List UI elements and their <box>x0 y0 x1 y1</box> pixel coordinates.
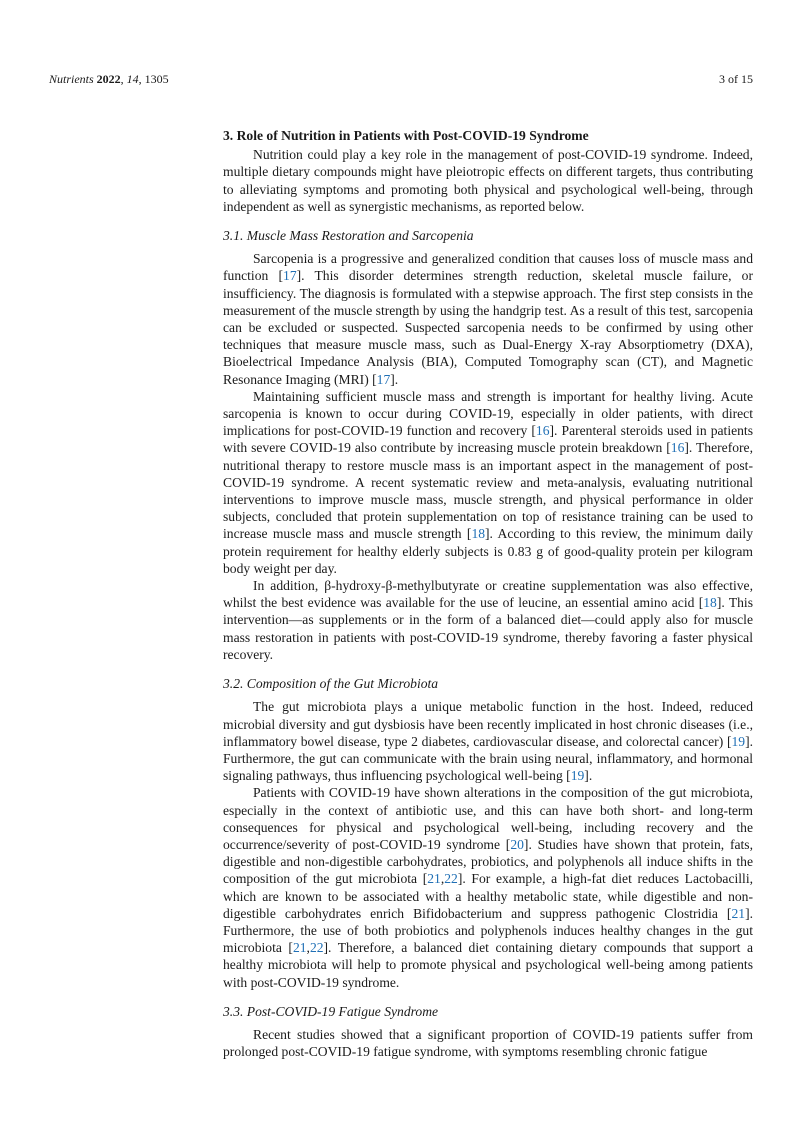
paragraph: Nutrition could play a key role in the management of post-COVID-19 syndrome. Indeed, multiple dietary compounds might have pleiotropic effects on different targets, thus contributing to alleviating symptoms and promoting both physical and psychological well-being, through independent as well as synergistic mechanisms, as reported below. <box>223 147 753 214</box>
subsection-heading: 3.2. Composition of the Gut Microbiota <box>223 676 439 692</box>
page-number: 3 of 15 <box>719 72 753 86</box>
paragraph: Sarcopenia is a progressive and generalized condition that causes loss of muscle mass and function [17]. This disorder determines strength reduction, skeletal muscle failure, or insufficiency. The diagnosis is formulated with a stepwise approach. The first step consists in the measurement of the muscle strength by using the handgrip test. As a result of this test, sarcopenia can be excluded or suspected. Suspected sarcopenia needs to be confirmed by using other techniques that measure muscle mass, such as Dual-Energy X-ray Absorptiometry (DXA), Bioelectrical Impedance Analysis (BIA), Computed Tomography scan (CT), and Magnetic Resonance Imaging (MRI) [17]. <box>223 251 753 387</box>
article-body <box>223 127 753 1060</box>
section-heading: 3. Role of Nutrition in Patients with Post-COVID-19 Syndrome <box>223 128 589 143</box>
subsection-heading: 3.1. Muscle Mass Restoration and Sarcopenia <box>223 228 474 244</box>
citation-link[interactable]: 22 <box>309 940 324 956</box>
journal-volume: 14 <box>126 72 139 86</box>
citation-link[interactable]: 19 <box>570 768 585 784</box>
article-number: 1305 <box>144 72 169 86</box>
citation-link[interactable]: 19 <box>731 733 746 749</box>
citation-link[interactable]: 21 <box>731 905 746 921</box>
paragraph: The gut microbiota plays a unique metabolic function in the host. Indeed, reduced microbial diversity and gut dysbiosis have been recently implicated in host chronic diseases (i.e., inflammatory bowel disease, type 2 diabetes, cardiovascular disease, and colorectal cancer) [19]. Furthermore, the gut can communicate with the brain using neural, inflammatory, and hormonal signaling pathways, thus influencing psychological well-being [19]. <box>223 699 753 784</box>
journal-citation: Nutrients 2022, 14, 1305 <box>49 72 169 86</box>
citation-link[interactable]: 21 <box>292 940 307 956</box>
citation-link[interactable]: 17 <box>283 268 297 284</box>
subsection-heading: 3.3. Post-COVID-19 Fatigue Syndrome <box>223 1003 439 1019</box>
citation-link[interactable]: 22 <box>444 871 458 887</box>
paragraph: Maintaining sufficient muscle mass and strength is important for healthy living. Acute sarcopenia is known to occur during COVID-19, especially in older patients, with direct implications for post-COVID-19 function and recovery [16]. Parenteral steroids used in patients with severe COVID-19 also contribute by increasing muscle protein breakdown [16]. Therefore, nutritional therapy to restore muscle mass is an important aspect in the management of post-COVID-19 syndrome. A recent systematic review and meta-analysis, evaluating nutritional interventions to improve muscle mass, muscle strength, and physical performance in older subjects, concluded that protein supplementation on top of resistance training can be used to increase muscle mass and muscle strength [18]. According to this review, the minimum daily protein requirement for healthy elderly subjects is 0.83 g of good-quality protein per kilogram body weight per day. <box>223 388 754 576</box>
paragraph: In addition, β-hydroxy-β-methylbutyrate or creatine supplementation was also effective, whilst the best evidence was available for the use of leucine, an essential amino acid [18]. This intervention—as supplements or in the form of a balanced diet—could apply also for muscle mass restoration in patients with post-COVID-19 syndrome, thereby favoring a faster physical recovery. <box>223 578 753 662</box>
journal-name: Nutrients <box>49 72 94 86</box>
citation-link[interactable]: 20 <box>510 836 524 852</box>
citation-link[interactable]: 17 <box>376 371 391 387</box>
citation-link[interactable]: 18 <box>471 526 486 542</box>
citation-link[interactable]: 21 <box>427 871 441 887</box>
journal-year: 2022 <box>96 72 121 86</box>
paragraph: Recent studies showed that a significant proportion of COVID-19 patients suffer from prolonged post-COVID-19 fatigue syndrome, with symptoms resembling chronic fatigue <box>223 1026 753 1060</box>
citation-link[interactable]: 16 <box>670 440 685 456</box>
running-header <box>49 72 753 88</box>
citation-link[interactable]: 18 <box>703 595 717 611</box>
citation-link[interactable]: 16 <box>535 423 550 439</box>
paragraph: Patients with COVID-19 have shown alterations in the composition of the gut microbiota, especially in the context of antibiotic use, and this can have both short- and long-term consequences for physical and psychological well-being, including recovery and the occurrence/severity of post-COVID-19 syndrome [20]. Studies have shown that protein, fats, digestible and non-digestible carbohydrates, probiotics, and polyphenols all induce shifts in the composition of the gut microbiota [21,22]. For example, a high-fat diet reduces Lactobacilli, which are known to be associated with a healthy metabolic state, while digestible and non-digestible carbohydrates enrich Bifidobacterium and suppress pathogenic Clostridia [21]. Furthermore, the use of both probiotics and polyphenols induces healthy changes in the gut microbiota [21,22]. Therefore, a balanced diet containing dietary compounds that support a healthy microbiota will help to promote physical and psychological well-being among patients with post-COVID-19 syndrome. <box>223 785 754 990</box>
